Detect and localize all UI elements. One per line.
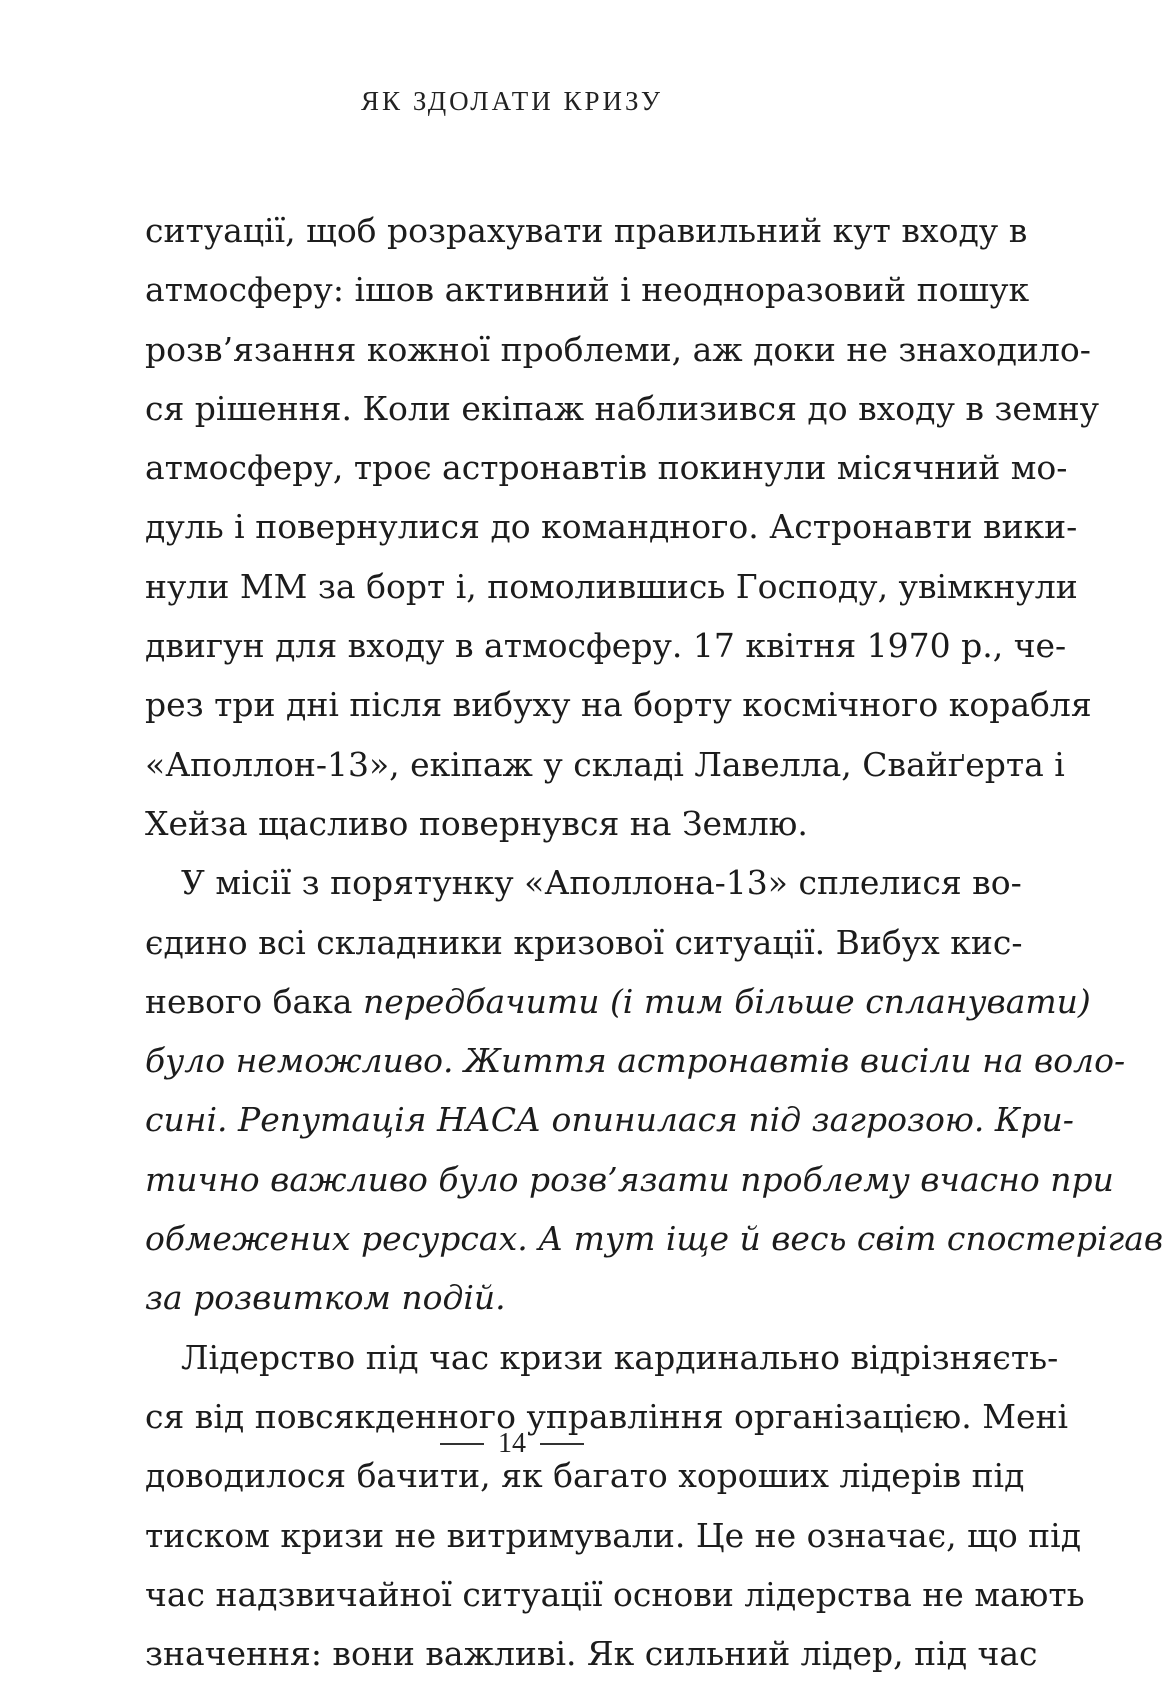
text-line: сині. Репутація НАСА опинилася під загрозою. Кри-	[145, 1100, 1074, 1140]
italic-span: передбачити (і тим більше спланувати)	[362, 981, 1091, 1021]
folio-rule-left	[440, 1443, 484, 1445]
text-line: ся від повсякденного управління організацією. Мені	[145, 1396, 1069, 1436]
text-line: єдино всі складники кризової ситуації. Вибух кис-	[145, 922, 1023, 962]
text-line: тично важливо було розв’язати проблему вчасно при	[145, 1159, 1114, 1199]
text-line: розв’язання кожної проблеми, аж доки не знаходило-	[145, 329, 1091, 369]
folio-rule-right	[540, 1443, 584, 1445]
text-line-mixed	[145, 972, 1091, 1031]
text-line: ситуації, щоб розрахувати правильний кут входу в	[145, 211, 1028, 250]
text-line: ся рішення. Коли екіпаж наблизився до входу в земну	[145, 388, 1100, 428]
text-line: Хейза щасливо повернувся на Землю.	[145, 803, 808, 843]
text-line: рез три дні після вибуху на борту космічного корабля	[145, 685, 1092, 725]
text-line: атмосферу: ішов активний і неодноразовий пошук	[145, 270, 1030, 310]
text-line: за розвитком подій.	[145, 1278, 506, 1318]
text-line: було неможливо. Життя астронавтів висіли на воло-	[145, 1041, 1126, 1081]
text-line: «Аполлон-13», екіпаж у складі Лавелла, Свайґерта і	[145, 744, 1065, 784]
text-line: двигун для входу в атмосферу. 17 квітня 1970 р., че-	[145, 626, 1067, 666]
text-line: доводилося бачити, як багато хороших лідерів під	[145, 1456, 1025, 1496]
text-line: атмосферу, троє астронавтів покинули місячний мо-	[145, 448, 1068, 488]
text-line: нули ММ за борт і, помолившись Господу, увімкнули	[145, 566, 1078, 606]
page-number-value: 14	[498, 1428, 526, 1459]
text-line: тиском кризи не витримували. Це не означає, що під	[145, 1515, 1082, 1555]
text-line: обмежених ресурсах. А тут іще й весь світ спостерігав	[145, 1219, 1163, 1259]
text-line: значення: вони важливі. Як сильний лідер, під час	[145, 1634, 1038, 1674]
running-head: ЯК ЗДОЛАТИ КРИЗУ	[361, 86, 663, 116]
text-line: час надзвичайної ситуації основи лідерства не мають	[145, 1574, 1085, 1614]
text-line: Лідерство під час кризи кардинально відрізняєть-	[181, 1337, 1059, 1377]
text-line: дуль і повернулися до командного. Астронавти вики-	[145, 507, 1078, 547]
body-text	[145, 201, 1163, 1683]
page-number	[0, 1428, 1024, 1460]
text-span: невого бака	[145, 981, 363, 1021]
text-line: У місії з порятунку «Аполлона-13» сплелися во-	[181, 863, 1022, 903]
